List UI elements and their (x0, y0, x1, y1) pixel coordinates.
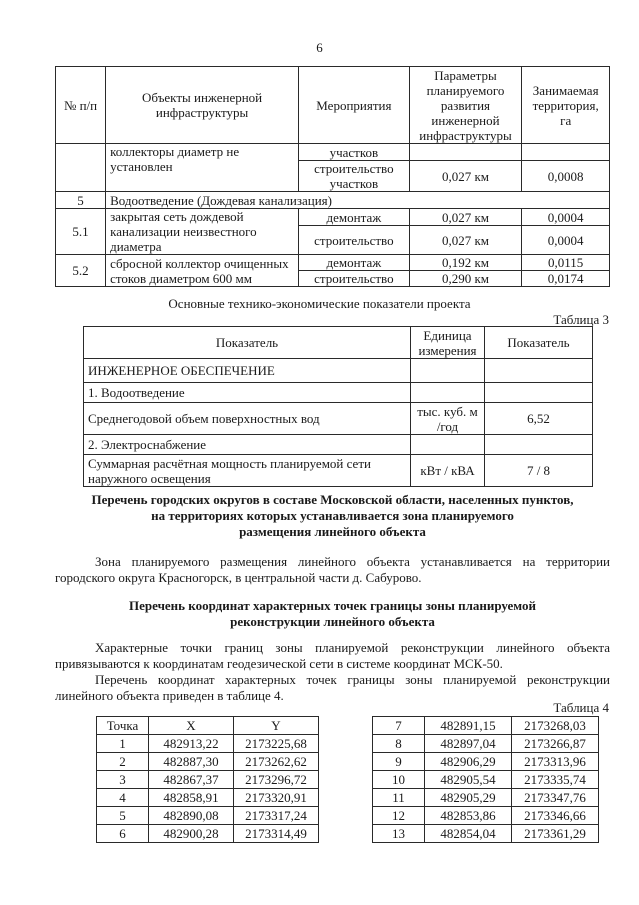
table-row (373, 735, 599, 753)
cell-num: 5.1 (56, 209, 106, 255)
table3-title: Основные технико-экономические показатели проекта (168, 296, 471, 311)
header-unit: Единица измерения (411, 327, 485, 359)
cell-action: участков (299, 144, 410, 161)
cell-x: 482905,54 (425, 771, 512, 789)
header-num: № п/п (56, 67, 106, 144)
cell-y: 2173296,72 (234, 771, 319, 789)
heading-line: на территориях которых устанавливается зона планируемого (151, 508, 514, 523)
header-y: Y (234, 717, 319, 735)
cell-value (485, 359, 593, 383)
page-number: 6 (316, 40, 323, 55)
table-header-row (97, 717, 319, 735)
cell-action: строительство (299, 271, 410, 287)
cell-y: 2173335,74 (512, 771, 599, 789)
cell-y: 2173266,87 (512, 735, 599, 753)
cell-y: 2173361,29 (512, 825, 599, 843)
table-row (373, 807, 599, 825)
indicators-table (83, 326, 593, 487)
header-x: X (149, 717, 234, 735)
coords-heading (55, 598, 610, 630)
table-row (56, 209, 610, 226)
cell-point: 9 (373, 753, 425, 771)
cell-param (409, 144, 522, 161)
cell-unit (411, 383, 485, 403)
header-point: Точка (97, 717, 149, 735)
cell-point: 3 (97, 771, 149, 789)
table-row (84, 435, 593, 455)
table-row (84, 403, 593, 435)
cell-area: 0,0004 (522, 209, 610, 226)
cell-point: 5 (97, 807, 149, 825)
header-params: Параметры планируемого развития инженерной инфраструктуры (409, 67, 522, 144)
cell-indicator: ИНЖЕНЕРНОЕ ОБЕСПЕЧЕНИЕ (84, 359, 411, 383)
cell-x: 482897,04 (425, 735, 512, 753)
cell-x: 482867,37 (149, 771, 234, 789)
header-value: Показатель (485, 327, 593, 359)
table-row (97, 825, 319, 843)
cell-value: 7 / 8 (485, 455, 593, 487)
cell-indicator: 2. Электроснабжение (84, 435, 411, 455)
table-row (97, 771, 319, 789)
cell-object: сбросной коллектор очищенных стоков диаметром 600 мм (106, 255, 299, 287)
cell-y: 2173317,24 (234, 807, 319, 825)
table-row (373, 753, 599, 771)
table-row (373, 825, 599, 843)
table-row (84, 359, 593, 383)
cell-param: 0,027 км (409, 161, 522, 192)
cell-num (56, 144, 106, 192)
table-row (97, 807, 319, 825)
cell-param: 0,027 км (409, 226, 522, 255)
cell-y: 2173268,03 (512, 717, 599, 735)
cell-action: строительство (299, 226, 410, 255)
cell-point: 12 (373, 807, 425, 825)
header-indicator: Показатель (84, 327, 411, 359)
table-row (97, 753, 319, 771)
cell-x: 482858,91 (149, 789, 234, 807)
paragraph-line: Зона планируемого размещения линейного объекта устанавливается на территории (95, 554, 610, 569)
cell-x: 482854,04 (425, 825, 512, 843)
cell-point: 8 (373, 735, 425, 753)
table4-label: Таблица 4 (553, 700, 609, 715)
header-object: Объекты инженерной инфраструктуры (106, 67, 299, 144)
table-row (56, 144, 610, 161)
cell-value (485, 435, 593, 455)
table-row (373, 771, 599, 789)
cell-x: 482913,22 (149, 735, 234, 753)
cell-point: 4 (97, 789, 149, 807)
cell-area: 0,0174 (522, 271, 610, 287)
header-area: Занимаемая территория, га (522, 67, 610, 144)
coordinates-table-right (372, 716, 599, 843)
cell-unit: кВт / кВА (411, 455, 485, 487)
cell-action: строительство участков (299, 161, 410, 192)
cell-y: 2173314,49 (234, 825, 319, 843)
table-row (84, 383, 593, 403)
cell-x: 482905,29 (425, 789, 512, 807)
table-row (97, 789, 319, 807)
cell-value: 6,52 (485, 403, 593, 435)
table-header-row (56, 67, 610, 144)
table3-label: Таблица 3 (553, 312, 609, 327)
cell-area: 0,0008 (522, 161, 610, 192)
table-header-row (84, 327, 593, 359)
districts-paragraph (55, 554, 610, 586)
cell-indicator: 1. Водоотведение (84, 383, 411, 403)
table-row (97, 735, 319, 753)
cell-indicator: Среднегодовой объем поверхностных вод (84, 403, 411, 435)
cell-num: 5 (56, 192, 106, 209)
cell-num: 5.2 (56, 255, 106, 287)
cell-point: 1 (97, 735, 149, 753)
cell-param: 0,027 км (409, 209, 522, 226)
infrastructure-table (55, 66, 610, 287)
coords-paragraph-1 (55, 640, 610, 672)
table-row (373, 789, 599, 807)
cell-param: 0,192 км (409, 255, 522, 271)
coordinates-table-left (96, 716, 319, 843)
paragraph-line: Перечень координат характерных точек границы зоны планируемой реконструкции (95, 672, 610, 687)
cell-area (522, 144, 610, 161)
table-row (373, 717, 599, 735)
cell-x: 482891,15 (425, 717, 512, 735)
cell-point: 2 (97, 753, 149, 771)
paragraph-line: Характерные точки границ зоны планируемой реконструкции линейного объекта (95, 640, 610, 655)
cell-point: 7 (373, 717, 425, 735)
paragraph-line: привязываются к координатам геодезической сети в системе координат МСК-50. (55, 656, 503, 671)
cell-x: 482853,86 (425, 807, 512, 825)
table-row (84, 455, 593, 487)
cell-object: закрытая сеть дождевой канализации неизвестного диаметра (106, 209, 299, 255)
heading-line: размещения линейного объекта (239, 524, 426, 539)
cell-action: демонтаж (299, 209, 410, 226)
table-row (56, 255, 610, 271)
cell-value (485, 383, 593, 403)
heading-line: реконструкции линейного объекта (230, 614, 435, 629)
cell-x: 482900,28 (149, 825, 234, 843)
cell-area: 0,0004 (522, 226, 610, 255)
cell-param: 0,290 км (409, 271, 522, 287)
section-row (56, 192, 610, 209)
cell-unit: тыс. куб. м /год (411, 403, 485, 435)
cell-point: 13 (373, 825, 425, 843)
cell-y: 2173225,68 (234, 735, 319, 753)
cell-y: 2173346,66 (512, 807, 599, 825)
cell-indicator: Суммарная расчётная мощность планируемой сети наружного освещения (84, 455, 411, 487)
cell-y: 2173262,62 (234, 753, 319, 771)
cell-point: 11 (373, 789, 425, 807)
cell-y: 2173320,91 (234, 789, 319, 807)
cell-point: 10 (373, 771, 425, 789)
cell-object: коллекторы диаметр не установлен (106, 144, 299, 192)
cell-unit (411, 359, 485, 383)
cell-unit (411, 435, 485, 455)
cell-action: демонтаж (299, 255, 410, 271)
heading-line: Перечень координат характерных точек границы зоны планируемой (129, 598, 536, 613)
section-title: Водоотведение (Дождевая канализация) (106, 192, 610, 209)
paragraph-line: линейного объекта приведен в таблице 4. (55, 688, 284, 703)
cell-x: 482887,30 (149, 753, 234, 771)
districts-heading (55, 492, 610, 540)
cell-y: 2173347,76 (512, 789, 599, 807)
paragraph-line: городского округа Красногорск, в центральной части д. Сабурово. (55, 570, 422, 585)
cell-x: 482906,29 (425, 753, 512, 771)
cell-y: 2173313,96 (512, 753, 599, 771)
cell-x: 482890,08 (149, 807, 234, 825)
cell-point: 6 (97, 825, 149, 843)
coords-paragraph-2 (55, 672, 610, 704)
heading-line: Перечень городских округов в составе Московской области, населенных пунктов, (91, 492, 574, 507)
cell-area: 0,0115 (522, 255, 610, 271)
header-actions: Мероприятия (299, 67, 410, 144)
